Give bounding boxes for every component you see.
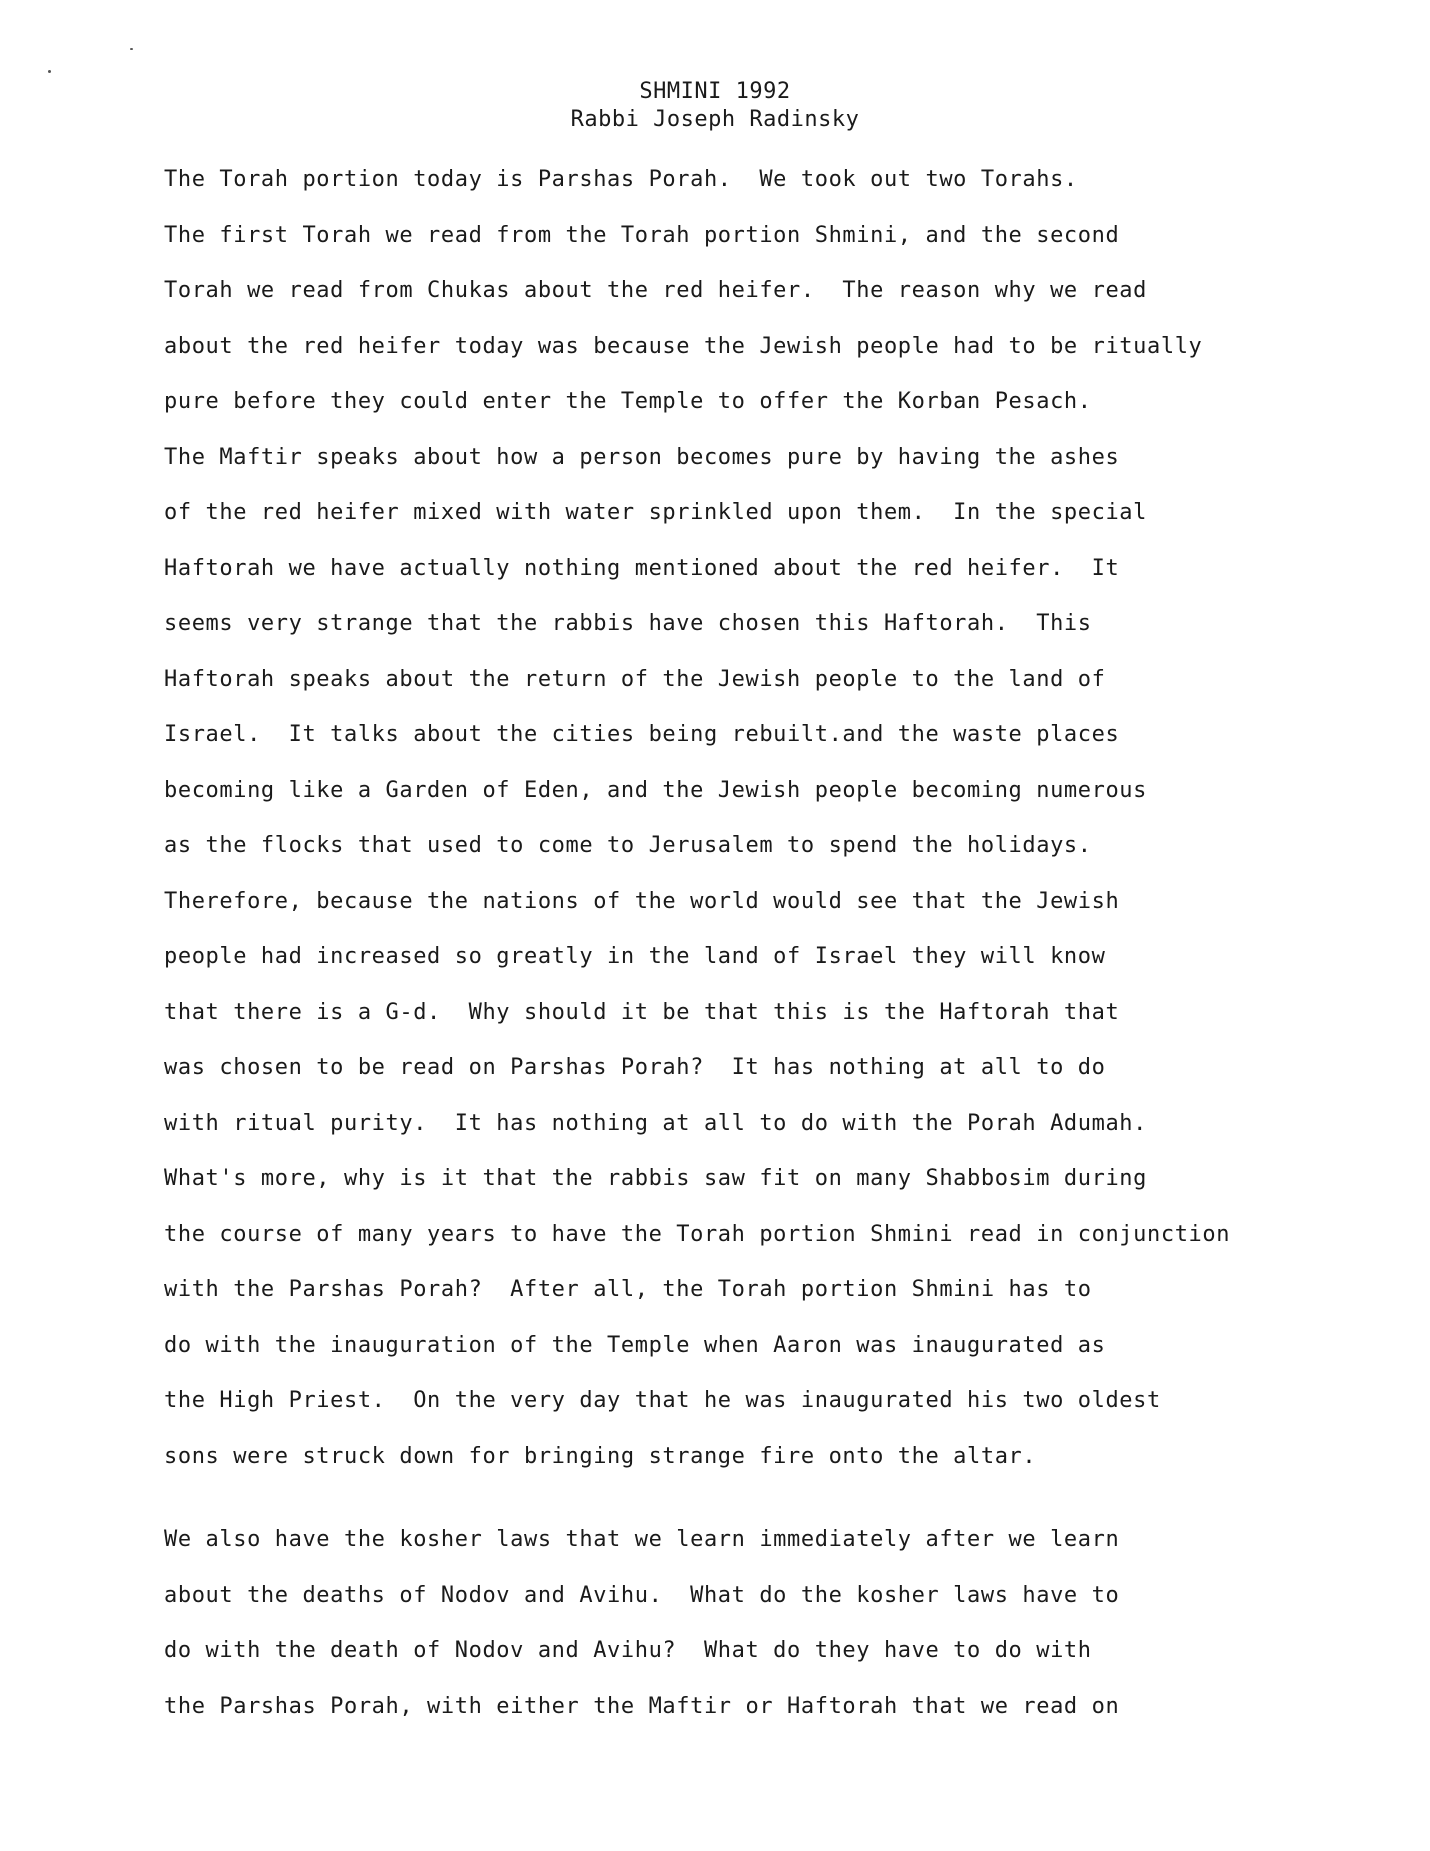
text-line: the High Priest. On the very day that he was inaugurated his two oldest (164, 1388, 1161, 1413)
document-title: SHMINI 1992 (639, 79, 791, 104)
document-body (164, 166, 1284, 1748)
text-line: about the deaths of Nodov and Avihu. What do the kosher laws have to (164, 1582, 1120, 1608)
text-line: Haftorah we have actually nothing mentioned about the red heifer. It (164, 555, 1120, 581)
text-line: that there is a G-d. Why should it be that this is the Haftorah that (164, 999, 1120, 1025)
text-line: do with the death of Nodov and Avihu? What do they have to do with (164, 1638, 1092, 1663)
text-line: about the red heifer today was because the Jewish people had to be ritually (164, 333, 1203, 359)
text-line: with the Parshas Porah? After all, the Torah portion Shmini has to (164, 1277, 1092, 1302)
text-line: as the flocks that used to come to Jerusalem to spend the holidays. (164, 833, 1092, 858)
paragraph (164, 166, 1284, 1498)
text-line: becoming like a Garden of Eden, and the Jewish people becoming numerous (164, 777, 1148, 803)
document-author: Rabbi Joseph Radinsky (570, 107, 860, 132)
paragraph-gap (164, 1498, 1284, 1526)
text-line: the course of many years to have the Torah portion Shmini read in conjunction (164, 1221, 1231, 1247)
text-line: was chosen to be read on Parshas Porah? It has nothing at all to do (164, 1055, 1106, 1080)
text-line: pure before they could enter the Temple to offer the Korban Pesach. (164, 389, 1092, 414)
scan-speck (48, 70, 51, 73)
text-line: people had increased so greatly in the land of Israel they will know (164, 944, 1106, 969)
document-header (0, 78, 1430, 134)
scan-speck (130, 48, 133, 50)
text-line: Therefore, because the nations of the world would see that the Jewish (164, 888, 1120, 914)
text-line: The Torah portion today is Parshas Porah. We took out two Torahs. (164, 167, 1078, 192)
paragraph (164, 1526, 1284, 1748)
text-line: with ritual purity. It has nothing at all to do with the Porah Adumah. (164, 1110, 1148, 1136)
text-line: Torah we read from Chukas about the red heifer. The reason why we read (164, 278, 1148, 303)
text-line: seems very strange that the rabbis have chosen this Haftorah. This (164, 611, 1092, 636)
text-line: Haftorah speaks about the return of the Jewish people to the land of (164, 666, 1106, 692)
text-line: the Parshas Porah, with either the Maftir or Haftorah that we read on (164, 1693, 1120, 1719)
text-line: Israel. It talks about the cities being rebuilt.and the waste places (164, 722, 1120, 747)
text-line: The Maftir speaks about how a person becomes pure by having the ashes (164, 444, 1120, 470)
text-line: sons were struck down for bringing strange fire onto the altar. (164, 1443, 1037, 1469)
text-line: What's more, why is it that the rabbis saw fit on many Shabbosim during (164, 1166, 1148, 1191)
text-line: The first Torah we read from the Torah portion Shmini, and the second (164, 222, 1120, 248)
text-line: We also have the kosher laws that we learn immediately after we learn (164, 1527, 1120, 1552)
text-line: of the red heifer mixed with water sprinkled upon them. In the special (164, 500, 1148, 525)
text-line: do with the inauguration of the Temple when Aaron was inaugurated as (164, 1332, 1106, 1358)
